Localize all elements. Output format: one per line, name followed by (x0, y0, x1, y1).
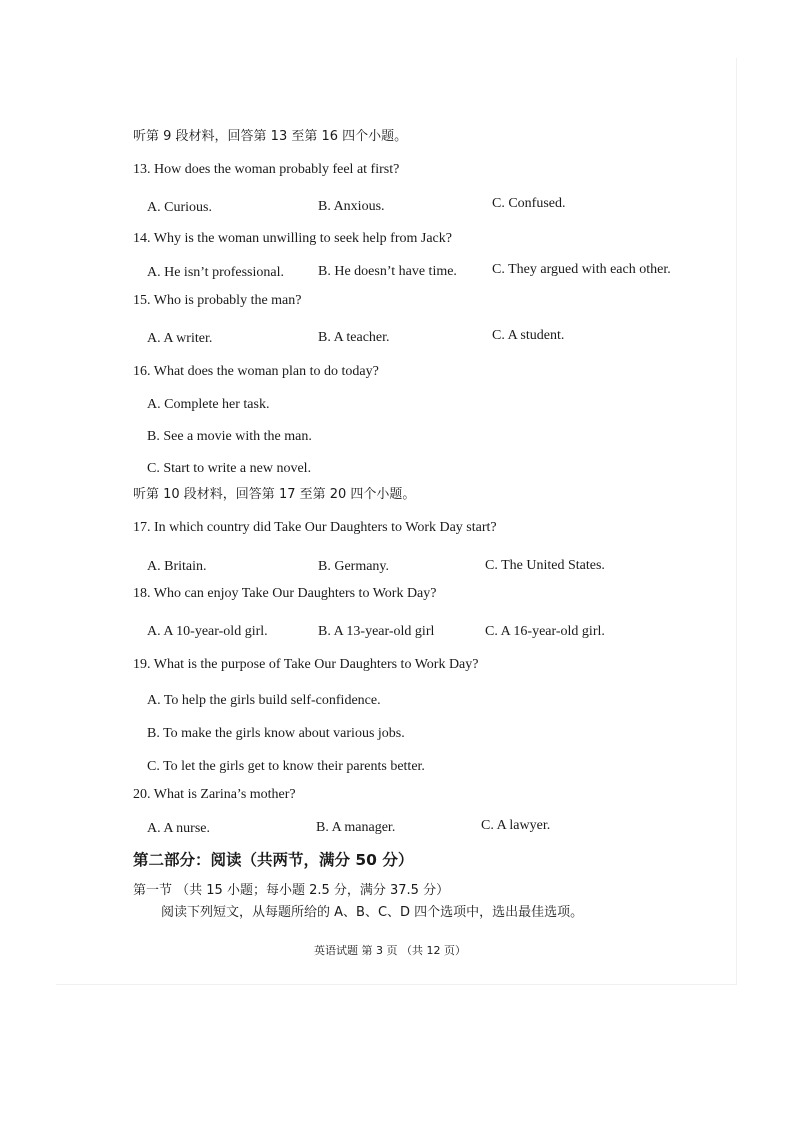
question-15-stem: 15. Who is probably the man? (133, 293, 302, 308)
question-16-option-a: A. Complete her task. (147, 397, 270, 412)
question-20-stem: 20. What is Zarina’s mother? (133, 787, 296, 802)
question-14-stem: 14. Why is the woman unwilling to seek help from Jack? (133, 231, 452, 246)
part-2-section-1-header: 第一节 （共 15 小题；每小题 2.5 分，满分 37.5 分） (133, 883, 450, 898)
question-16-option-b: B. See a movie with the man. (147, 429, 312, 444)
question-17-option-c: C. The United States. (485, 558, 605, 573)
question-17-option-a: A. Britain. (147, 559, 207, 574)
question-20-option-b: B. A manager. (316, 820, 396, 835)
question-15-option-a: A. A writer. (147, 331, 213, 346)
question-19-option-b: B. To make the girls know about various jobs. (147, 726, 405, 741)
question-13-option-a: A. Curious. (147, 200, 212, 215)
section-10-header: 听第 10 段材料，回答第 17 至第 20 四个小题。 (133, 487, 416, 502)
question-18-option-a: A. A 10-year-old girl. (147, 624, 268, 639)
question-18-option-c: C. A 16-year-old girl. (485, 624, 605, 639)
question-14-option-a: A. He isn’t professional. (147, 265, 284, 280)
section-9-header: 听第 9 段材料，回答第 13 至第 16 四个小题。 (133, 129, 408, 144)
question-18-option-b: B. A 13-year-old girl (318, 624, 435, 639)
question-17-option-b: B. Germany. (318, 559, 390, 574)
page-footer: 英语试题 第 3 页 （共 12 页） (314, 944, 466, 957)
question-19-option-a: A. To help the girls build self-confidence. (147, 693, 381, 708)
question-16-stem: 16. What does the woman plan to do today? (133, 364, 379, 379)
part-2-title: 第二部分：阅读（共两节，满分 50 分） (133, 851, 414, 869)
question-13-stem: 13. How does the woman probably feel at first? (133, 162, 400, 177)
question-15-option-c: C. A student. (492, 328, 565, 343)
question-18-stem: 18. Who can enjoy Take Our Daughters to Work Day? (133, 586, 437, 601)
question-19-option-c: C. To let the girls get to know their parents better. (147, 759, 425, 774)
question-16-option-c: C. Start to write a new novel. (147, 461, 312, 476)
question-19-stem: 19. What is the purpose of Take Our Daughters to Work Day? (133, 657, 479, 672)
question-15-option-b: B. A teacher. (318, 330, 390, 345)
part-2-instruction: 阅读下列短文，从每题所给的 A、B、C、D 四个选项中，选出最佳选项。 (161, 905, 584, 920)
question-14-option-b: B. He doesn’t have time. (318, 264, 457, 279)
question-14-option-c: C. They argued with each other. (492, 262, 671, 277)
question-17-stem: 17. In which country did Take Our Daughters to Work Day start? (133, 520, 497, 535)
question-13-option-b: B. Anxious. (318, 199, 385, 214)
question-20-option-a: A. A nurse. (147, 821, 210, 836)
question-20-option-c: C. A lawyer. (481, 818, 551, 833)
question-13-option-c: C. Confused. (492, 196, 566, 211)
